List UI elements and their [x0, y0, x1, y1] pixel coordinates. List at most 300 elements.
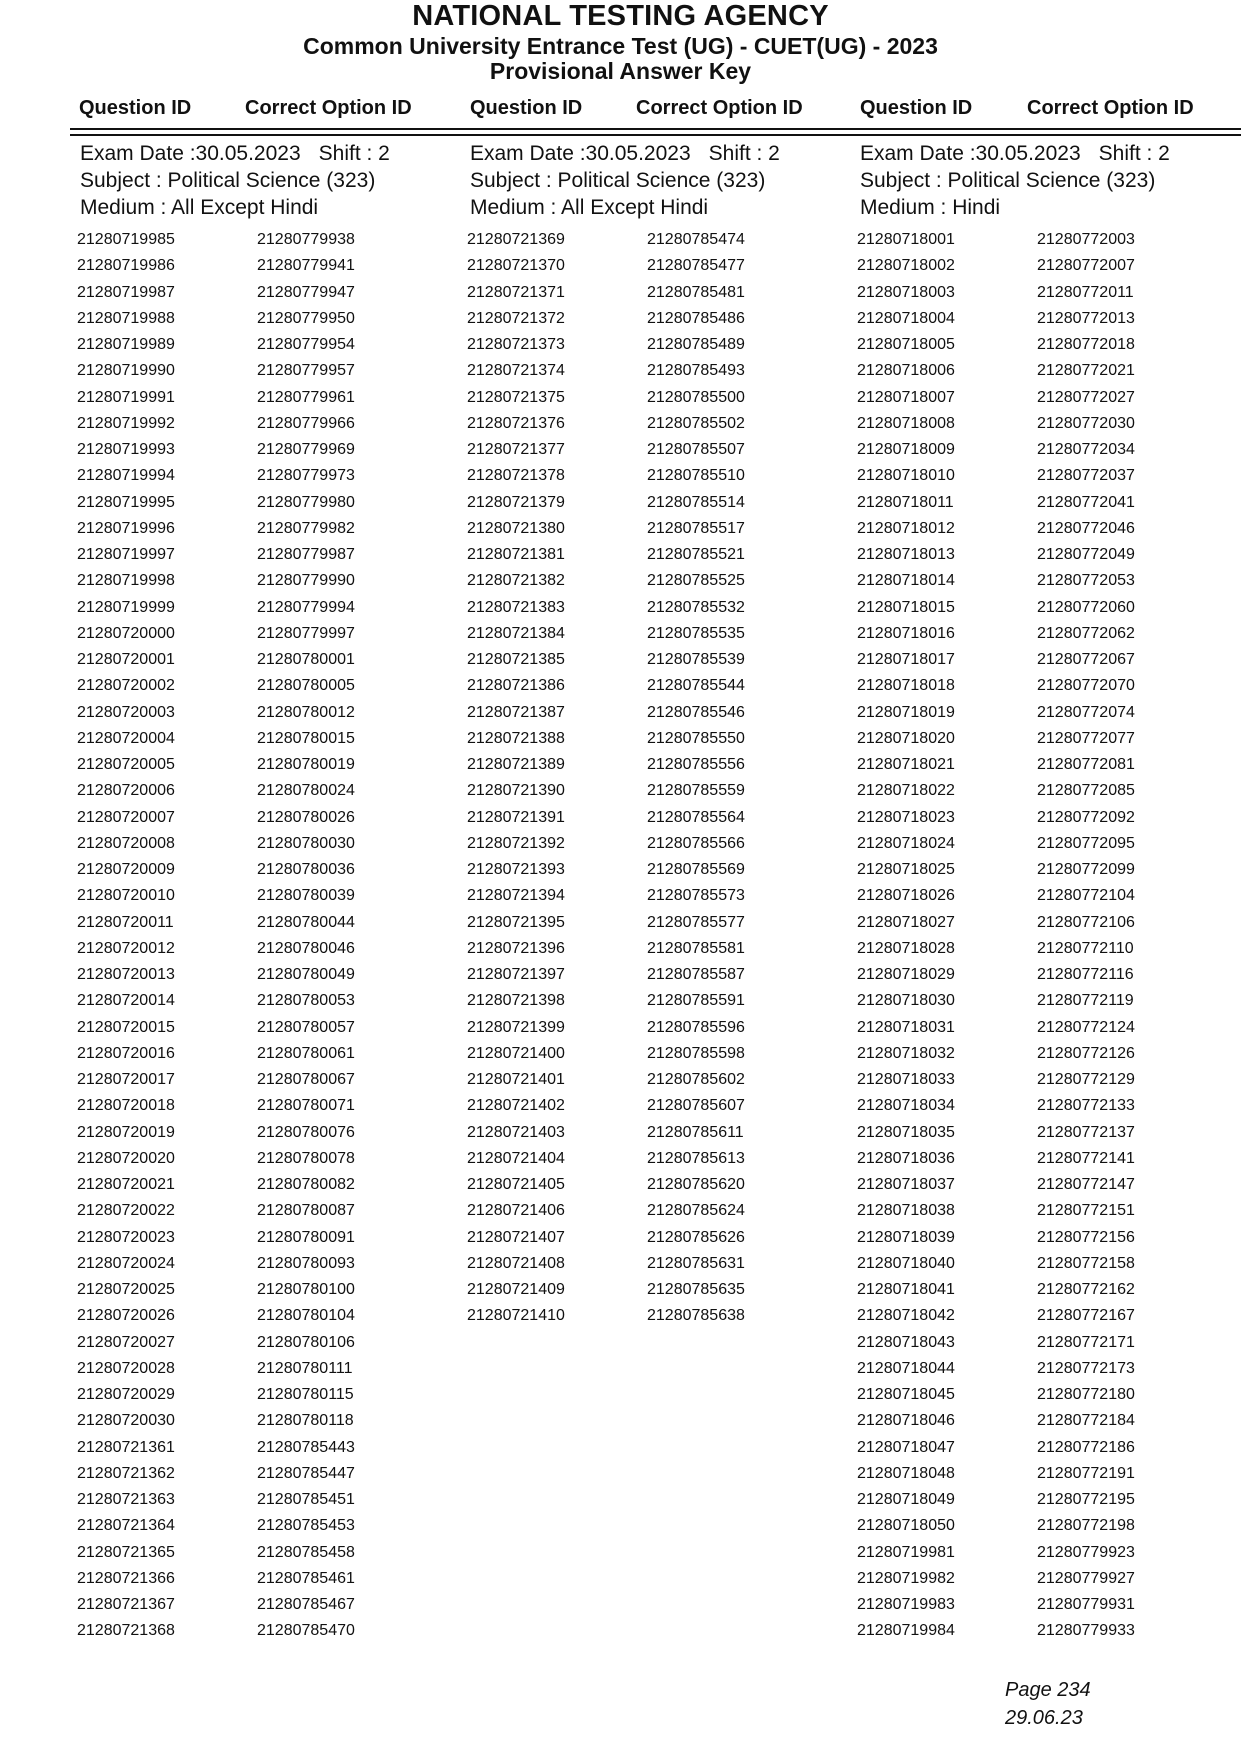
table-row: [467, 809, 857, 835]
table-row: [467, 730, 857, 756]
table-row: [857, 1517, 1241, 1543]
table-row: [857, 389, 1241, 415]
question-id: 21280718039: [857, 1228, 955, 1246]
correct-option-id: 21280772092: [1037, 808, 1135, 826]
table-row: [77, 1596, 467, 1622]
correct-option-id: 21280772062: [1037, 624, 1135, 642]
question-id: 21280719985: [77, 231, 175, 248]
question-id: 21280721401: [467, 1071, 565, 1088]
question-id: 21280720004: [77, 729, 175, 747]
question-id: 21280720020: [77, 1149, 175, 1167]
table-row: [77, 389, 467, 415]
question-id: 21280718028: [857, 939, 955, 957]
table-row: [77, 1202, 467, 1228]
question-id: 21280718004: [857, 309, 955, 327]
question-id: 21280719999: [77, 598, 175, 616]
table-row: [857, 415, 1241, 441]
correct-option-id: 21280780093: [257, 1254, 355, 1272]
correct-option-id: 21280785500: [647, 388, 745, 406]
correct-option-id: 21280785613: [647, 1149, 745, 1167]
table-row: [77, 704, 467, 730]
agency-title: NATIONAL TESTING AGENCY: [412, 0, 829, 32]
table-row: [467, 966, 857, 992]
question-id: 21280721370: [467, 257, 565, 275]
subject: Subject : Political Science (323): [80, 169, 376, 192]
question-id: 21280718046: [857, 1412, 955, 1430]
question-id: 21280718025: [857, 861, 955, 878]
exam-info-line: [860, 142, 1170, 166]
question-id: 21280720016: [77, 1044, 175, 1062]
correct-option-id: 21280785474: [647, 231, 745, 248]
correct-option-id: 21280772119: [1037, 992, 1134, 1010]
table-row: [857, 1360, 1241, 1386]
question-id: 21280718013: [857, 546, 955, 563]
correct-option-id: 21280772116: [1037, 966, 1134, 983]
column-header-correct-option-id: Correct Option ID: [245, 97, 412, 119]
exam-title: Common University Entrance Test (UG) - CUET(UG) - 2023: [303, 33, 938, 59]
table-row: [77, 257, 467, 283]
question-id: 21280720015: [77, 1018, 175, 1036]
question-id: 21280719986: [77, 257, 175, 275]
correct-option-id: 21280785598: [647, 1044, 745, 1062]
correct-option-id: 21280772030: [1037, 414, 1135, 432]
question-id: 21280719990: [77, 362, 175, 380]
correct-option-id: 21280779966: [257, 414, 355, 432]
exam-info-line: [80, 142, 390, 166]
question-id: 21280721369: [467, 231, 565, 248]
subject: Subject : Political Science (323): [470, 169, 766, 192]
table-row: [857, 1045, 1241, 1071]
table-row: [857, 1596, 1241, 1622]
question-id: 21280720023: [77, 1228, 175, 1246]
question-id: 21280721398: [467, 992, 565, 1010]
table-row: [77, 467, 467, 493]
medium: Medium : Hindi: [860, 196, 1001, 219]
page-number: Page 234: [1005, 1679, 1091, 1701]
table-row: [857, 310, 1241, 336]
correct-option-id: 21280785611: [647, 1123, 744, 1141]
column-header-question-id: Question ID: [79, 97, 192, 119]
question-id: 21280719998: [77, 572, 175, 590]
question-id: 21280720001: [77, 651, 175, 668]
correct-option-id: 21280785517: [647, 519, 745, 537]
table-row: [857, 835, 1241, 861]
table-row: [467, 1071, 857, 1097]
question-id: 21280718017: [857, 651, 955, 668]
question-id: 21280718005: [857, 336, 955, 353]
question-id: 21280718031: [857, 1018, 955, 1036]
correct-option-id: 21280785591: [647, 992, 745, 1010]
question-id: 21280718001: [857, 231, 955, 248]
correct-option-id: 21280780106: [257, 1333, 355, 1351]
table-row: [77, 520, 467, 546]
table-row: [857, 992, 1241, 1018]
table-row: [857, 1570, 1241, 1596]
correct-option-id: 21280772171: [1037, 1333, 1135, 1351]
correct-option-id: 21280772191: [1037, 1464, 1135, 1482]
table-row: [77, 1622, 467, 1648]
table-row: [857, 1386, 1241, 1412]
table-row: [857, 441, 1241, 467]
table-row: [467, 494, 857, 520]
question-id: 21280718050: [857, 1517, 955, 1535]
table-row: [467, 1202, 857, 1228]
table-row: [857, 809, 1241, 835]
table-row: [77, 730, 467, 756]
table-row: [857, 546, 1241, 572]
correct-option-id: 21280779982: [257, 519, 355, 537]
question-id: 21280721371: [467, 283, 565, 301]
table-row: [77, 835, 467, 861]
question-id: 21280720030: [77, 1412, 175, 1430]
table-row: [467, 231, 857, 257]
medium: Medium : All Except Hindi: [80, 196, 319, 219]
correct-option-id: 21280780053: [257, 992, 355, 1010]
medium: Medium : All Except Hindi: [470, 196, 709, 219]
question-id: 21280719983: [857, 1596, 955, 1613]
correct-option-id: 21280785620: [647, 1176, 745, 1193]
table-row: [857, 756, 1241, 782]
table-row: [467, 467, 857, 493]
question-id: 21280721400: [467, 1044, 565, 1062]
correct-option-id: 21280785453: [257, 1517, 355, 1535]
question-id: 21280720029: [77, 1386, 175, 1403]
table-row: [77, 887, 467, 913]
question-id: 21280721368: [77, 1622, 175, 1640]
question-id: 21280720021: [77, 1176, 175, 1193]
table-row: [857, 1307, 1241, 1333]
table-row: [857, 1255, 1241, 1281]
table-row: [77, 231, 467, 257]
correct-option-id: 21280785458: [257, 1543, 355, 1561]
question-id: 21280720008: [77, 834, 175, 852]
table-row: [467, 861, 857, 887]
table-row: [857, 1412, 1241, 1438]
table-row: [467, 1176, 857, 1202]
exam-date: Exam Date :30.05.2023: [860, 142, 1081, 165]
correct-option-id: 21280779997: [257, 624, 355, 642]
question-id: 21280720011: [77, 913, 174, 931]
question-id: 21280718007: [857, 388, 955, 406]
question-id: 21280718014: [857, 572, 955, 590]
correct-option-id: 21280785546: [647, 703, 745, 721]
table-row: [77, 809, 467, 835]
question-id: 21280718012: [857, 519, 955, 537]
correct-option-id: 21280772027: [1037, 388, 1135, 406]
question-id: 21280718023: [857, 808, 955, 826]
table-row: [857, 966, 1241, 992]
question-id: 21280719988: [77, 309, 175, 327]
correct-option-id: 21280780087: [257, 1202, 355, 1220]
header-divider: [70, 128, 1241, 130]
question-id: 21280718049: [857, 1491, 955, 1508]
correct-option-id: 21280780026: [257, 808, 355, 826]
question-id: 21280721367: [77, 1596, 175, 1613]
correct-option-id: 21280785525: [647, 572, 745, 590]
correct-option-id: 21280780061: [257, 1044, 355, 1062]
table-row: [467, 677, 857, 703]
exam-info-line: [470, 142, 780, 166]
correct-option-id: 21280772129: [1037, 1071, 1135, 1088]
exam-date: Exam Date :30.05.2023: [80, 142, 301, 165]
question-id: 21280721390: [467, 782, 565, 800]
table-row: [857, 704, 1241, 730]
correct-option-id: 21280785602: [647, 1071, 745, 1088]
question-id: 21280719991: [77, 388, 175, 406]
correct-option-id: 21280780005: [257, 677, 355, 695]
correct-option-id: 21280772151: [1037, 1202, 1135, 1220]
correct-option-id: 21280779933: [1037, 1622, 1135, 1640]
print-date: 29.06.23: [1005, 1707, 1083, 1729]
question-id: 21280719996: [77, 519, 175, 537]
document-title: Provisional Answer Key: [489, 58, 752, 84]
table-row: [467, 940, 857, 966]
correct-option-id: 21280779961: [257, 388, 355, 406]
correct-option-id: 21280780049: [257, 966, 355, 983]
question-id: 21280718047: [857, 1438, 955, 1456]
correct-option-id: 21280780024: [257, 782, 355, 800]
correct-option-id: 21280780071: [257, 1097, 355, 1115]
question-id: 21280721386: [467, 677, 565, 695]
correct-option-id: 21280785573: [647, 887, 745, 905]
question-id: 21280718003: [857, 283, 955, 301]
table-row: [77, 1307, 467, 1333]
question-id: 21280721409: [467, 1281, 565, 1298]
correct-option-id: 21280785566: [647, 834, 745, 852]
table-row: [77, 1281, 467, 1307]
table-row: [857, 1150, 1241, 1176]
correct-option-id: 21280772198: [1037, 1517, 1135, 1535]
column-header-correct-option-id: Correct Option ID: [1027, 97, 1194, 119]
question-id: 21280718009: [857, 441, 955, 458]
correct-option-id: 21280772095: [1037, 834, 1135, 852]
correct-option-id: 21280780039: [257, 887, 355, 905]
correct-option-id: 21280772110: [1037, 939, 1134, 957]
question-id: 21280721394: [467, 887, 565, 905]
table-row: [857, 1202, 1241, 1228]
table-row: [77, 782, 467, 808]
table-row: [467, 572, 857, 598]
table-row: [77, 310, 467, 336]
correct-option-id: 21280785564: [647, 808, 745, 826]
table-row: [77, 441, 467, 467]
correct-option-id: 21280772037: [1037, 467, 1135, 485]
question-id: 21280718026: [857, 887, 955, 905]
question-id: 21280720014: [77, 992, 175, 1010]
table-row: [467, 782, 857, 808]
question-id: 21280720009: [77, 861, 175, 878]
question-id: 21280720007: [77, 808, 175, 826]
table-row: [77, 1255, 467, 1281]
correct-option-id: 21280785502: [647, 414, 745, 432]
table-row: [77, 1150, 467, 1176]
question-id: 21280720025: [77, 1281, 175, 1298]
table-row: [467, 651, 857, 677]
correct-option-id: 21280779957: [257, 362, 355, 380]
table-row: [857, 284, 1241, 310]
question-id: 21280718041: [857, 1281, 955, 1298]
correct-option-id: 21280772124: [1037, 1018, 1135, 1036]
question-id: 21280721387: [467, 703, 565, 721]
correct-option-id: 21280779990: [257, 572, 355, 590]
correct-option-id: 21280772126: [1037, 1044, 1135, 1062]
table-row: [77, 1491, 467, 1517]
table-row: [857, 467, 1241, 493]
question-id: 21280721380: [467, 519, 565, 537]
question-id: 21280721377: [467, 441, 565, 458]
table-row: [467, 1045, 857, 1071]
table-row: [77, 651, 467, 677]
table-row: [77, 966, 467, 992]
shift: Shift : 2: [708, 142, 780, 165]
question-id: 21280720000: [77, 624, 175, 642]
table-row: [857, 1071, 1241, 1097]
table-row: [467, 1229, 857, 1255]
question-id: 21280718010: [857, 467, 955, 485]
question-id: 21280721372: [467, 309, 565, 327]
table-row: [467, 1019, 857, 1045]
table-row: [467, 257, 857, 283]
table-row: [467, 310, 857, 336]
question-id: 21280719993: [77, 441, 175, 458]
question-id: 21280721381: [467, 546, 565, 563]
table-row: [857, 599, 1241, 625]
correct-option-id: 21280772049: [1037, 546, 1135, 563]
correct-option-id: 21280772162: [1037, 1281, 1135, 1298]
table-row: [77, 284, 467, 310]
table-row: [857, 861, 1241, 887]
question-id: 21280718008: [857, 414, 955, 432]
question-id: 21280718037: [857, 1176, 955, 1193]
correct-option-id: 21280780078: [257, 1149, 355, 1167]
correct-option-id: 21280780115: [257, 1386, 354, 1403]
correct-option-id: 21280785493: [647, 362, 745, 380]
table-row: [77, 625, 467, 651]
correct-option-id: 21280785624: [647, 1202, 745, 1220]
question-id: 21280721382: [467, 572, 565, 590]
question-id: 21280721364: [77, 1517, 175, 1535]
question-id: 21280721397: [467, 966, 565, 983]
shift: Shift : 2: [1098, 142, 1170, 165]
correct-option-id: 21280780111: [257, 1359, 353, 1377]
correct-option-id: 21280772099: [1037, 861, 1135, 878]
correct-option-id: 21280785626: [647, 1228, 745, 1246]
correct-option-id: 21280780100: [257, 1281, 355, 1298]
correct-option-id: 21280772053: [1037, 572, 1135, 590]
table-row: [857, 494, 1241, 520]
table-row: [467, 1097, 857, 1123]
question-id: 21280718021: [857, 756, 955, 773]
table-row: [857, 782, 1241, 808]
column-header-question-id: Question ID: [860, 97, 973, 119]
table-row: [857, 1465, 1241, 1491]
correct-option-id: 21280785587: [647, 966, 745, 983]
table-row: [77, 914, 467, 940]
correct-option-id: 21280785521: [647, 546, 745, 563]
table-row: [77, 1386, 467, 1412]
question-id: 21280721402: [467, 1097, 565, 1115]
correct-option-id: 21280772041: [1037, 493, 1135, 511]
table-row: [467, 362, 857, 388]
table-row: [77, 677, 467, 703]
table-row: [77, 1517, 467, 1543]
correct-option-id: 21280779947: [257, 283, 355, 301]
table-row: [77, 861, 467, 887]
question-id: 21280720018: [77, 1097, 175, 1115]
table-row: [857, 1124, 1241, 1150]
correct-option-id: 21280772184: [1037, 1412, 1135, 1430]
column-header-correct-option-id: Correct Option ID: [636, 97, 803, 119]
question-id: 21280720003: [77, 703, 175, 721]
table-row: [77, 1465, 467, 1491]
correct-option-id: 21280779923: [1037, 1543, 1135, 1561]
table-row: [467, 1307, 857, 1333]
correct-option-id: 21280785556: [647, 756, 745, 773]
correct-option-id: 21280785489: [647, 336, 745, 353]
question-id: 21280721384: [467, 624, 565, 642]
correct-option-id: 21280772070: [1037, 677, 1135, 695]
table-row: [77, 1544, 467, 1570]
table-row: [467, 914, 857, 940]
correct-option-id: 21280772167: [1037, 1307, 1135, 1325]
question-id: 21280718040: [857, 1254, 955, 1272]
correct-option-id: 21280780076: [257, 1123, 355, 1141]
correct-option-id: 21280772013: [1037, 309, 1135, 327]
correct-option-id: 21280779938: [257, 231, 355, 248]
question-id: 21280721391: [467, 808, 565, 826]
question-id: 21280720019: [77, 1123, 175, 1141]
table-row: [77, 1071, 467, 1097]
correct-option-id: 21280785596: [647, 1018, 745, 1036]
table-row: [77, 1439, 467, 1465]
correct-option-id: 21280785481: [647, 283, 745, 301]
header-divider: [70, 134, 1241, 136]
question-id: 21280721373: [467, 336, 565, 353]
question-id: 21280721396: [467, 939, 565, 957]
table-row: [467, 599, 857, 625]
correct-option-id: 21280772018: [1037, 336, 1135, 353]
table-row: [857, 1176, 1241, 1202]
correct-option-id: 21280785507: [647, 441, 745, 458]
table-row: [77, 1229, 467, 1255]
correct-option-id: 21280779980: [257, 493, 355, 511]
question-id: 21280719997: [77, 546, 175, 563]
question-id: 21280720006: [77, 782, 175, 800]
correct-option-id: 21280772186: [1037, 1438, 1135, 1456]
correct-option-id: 21280785447: [257, 1464, 355, 1482]
table-row: [77, 1097, 467, 1123]
correct-option-id: 21280772147: [1037, 1176, 1135, 1193]
table-row: [857, 1491, 1241, 1517]
shift: Shift : 2: [318, 142, 390, 165]
correct-option-id: 21280785559: [647, 782, 745, 800]
question-id: 21280719987: [77, 283, 175, 301]
correct-option-id: 21280779954: [257, 336, 355, 353]
correct-option-id: 21280785539: [647, 651, 745, 668]
correct-option-id: 21280780082: [257, 1176, 355, 1193]
question-id: 21280721385: [467, 651, 565, 668]
question-id: 21280719981: [857, 1543, 955, 1561]
correct-option-id: 21280780091: [257, 1228, 355, 1246]
table-row: [467, 756, 857, 782]
question-id: 21280720010: [77, 887, 175, 905]
correct-option-id: 21280780015: [257, 729, 355, 747]
question-id: 21280720027: [77, 1333, 175, 1351]
correct-option-id: 21280785577: [647, 913, 745, 931]
table-row: [857, 887, 1241, 913]
column-header-question-id: Question ID: [470, 97, 583, 119]
table-row: [77, 415, 467, 441]
